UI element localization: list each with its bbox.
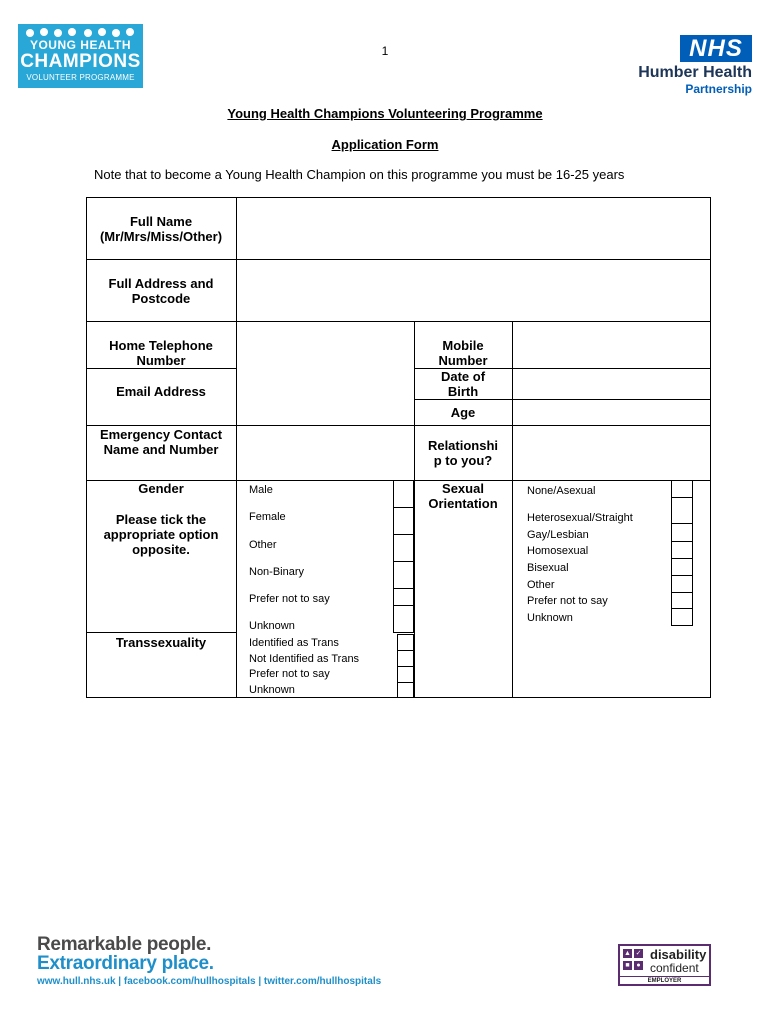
trans-option-not-identified: Not Identified as Trans: [249, 653, 360, 665]
dc-text-employer: EMPLOYER: [620, 976, 709, 984]
gender-option-other: Other: [249, 539, 277, 551]
age-input[interactable]: [513, 400, 710, 425]
document-title: Young Health Champions Volunteering Programme: [227, 106, 543, 121]
full-name-label-line2: (Mr/Mrs/Miss/Other): [99, 229, 223, 244]
trans-checkbox-unknown[interactable]: [397, 682, 414, 698]
emergency-contact-label-line2: Name and Number: [103, 442, 219, 457]
tick-instruction-line1: Please tick the: [115, 512, 207, 527]
orientation-option-gay-lesbian: Gay/Lesbian: [527, 529, 589, 541]
mobile-number-label-line1: Mobile: [442, 338, 484, 353]
address-label-line1: Full Address and: [108, 276, 214, 291]
young-health-champions-logo: [18, 24, 143, 88]
trans-checkbox-not-identified[interactable]: [397, 650, 414, 667]
footer-tagline-2: Extraordinary place.: [37, 953, 214, 974]
gender-label: Gender: [138, 481, 184, 496]
sexual-orientation-label-line1: Sexual: [442, 481, 484, 496]
footer-tagline-1: Remarkable people.: [37, 934, 212, 955]
date-of-birth-label: [414, 369, 512, 399]
date-of-birth-input[interactable]: [513, 369, 710, 399]
nhs-logo-badge: NHS: [680, 35, 752, 62]
gender-checkbox-female[interactable]: [393, 507, 414, 535]
age-requirement-note: Note that to become a Young Health Champion on this programme you must be 16-25 years: [94, 167, 625, 182]
orientation-checkbox-homosexual[interactable]: [671, 541, 693, 559]
gender-option-male: Male: [249, 484, 273, 496]
sexual-orientation-label-line2: Orientation: [428, 496, 498, 511]
gender-option-prefer-not: Prefer not to say: [249, 593, 330, 605]
dc-text-confident: confident: [650, 961, 699, 975]
yhc-logo-line1: YOUNG HEALTH: [29, 38, 132, 52]
full-name-input[interactable]: [237, 198, 710, 259]
orientation-checkbox-bisexual[interactable]: [671, 558, 693, 576]
dc-icon-1: ▲: [624, 950, 631, 957]
tick-instruction: [86, 512, 236, 557]
gender-option-non-binary: Non-Binary: [249, 566, 305, 578]
page-number: 1: [381, 44, 389, 58]
full-name-label-line1: Full Name: [129, 214, 193, 229]
home-telephone-label-line1: Home Telephone: [109, 338, 213, 353]
mobile-number-input[interactable]: [513, 322, 710, 368]
nhs-partnership-label: Partnership: [685, 82, 752, 96]
nhs-trust-name: Humber Health: [638, 64, 752, 81]
mobile-number-label: [414, 338, 512, 368]
dc-text-disability: disability: [650, 947, 707, 962]
gender-option-unknown: Unknown: [249, 620, 295, 632]
gender-checkbox-other[interactable]: [393, 534, 414, 562]
gender-checkbox-non-binary[interactable]: [393, 561, 414, 589]
transsexuality-label: Transsexuality: [115, 635, 207, 650]
gender-option-female: Female: [249, 511, 286, 523]
orientation-checkbox-other[interactable]: [671, 575, 693, 593]
emergency-contact-input[interactable]: [237, 426, 414, 480]
orientation-checkbox-gay-lesbian[interactable]: [671, 523, 693, 542]
orientation-option-other: Other: [527, 579, 555, 591]
address-label-line2: Postcode: [131, 291, 191, 306]
orientation-checkbox-none[interactable]: [671, 480, 693, 498]
date-of-birth-label-line2: Birth: [447, 384, 479, 399]
footer-links[interactable]: www.hull.nhs.uk | facebook.com/hullhospitals | twitter.com/hullhospitals: [37, 976, 382, 987]
home-telephone-label: [86, 338, 236, 368]
yhc-logo-line2: CHAMPIONS: [20, 51, 141, 72]
orientation-option-none: None/Asexual: [527, 485, 596, 497]
orientation-option-prefer-not: Prefer not to say: [527, 595, 608, 607]
orientation-checkbox-heterosexual[interactable]: [671, 497, 693, 524]
dc-icon-3: ■: [623, 961, 632, 970]
relationship-label-line1: Relationshi: [427, 438, 499, 453]
address-label: [86, 276, 236, 306]
sexual-orientation-label: [414, 481, 512, 511]
date-of-birth-label-line1: Date of: [440, 369, 486, 384]
trans-option-prefer-not: Prefer not to say: [249, 668, 330, 680]
address-input[interactable]: [237, 260, 710, 321]
tick-instruction-line2: appropriate option: [103, 527, 219, 542]
emergency-contact-label: [86, 427, 236, 457]
gender-checkbox-unknown[interactable]: [393, 605, 414, 633]
home-telephone-input[interactable]: [237, 322, 414, 425]
disability-confident-icons: [623, 949, 645, 979]
trans-option-unknown: Unknown: [249, 684, 295, 696]
trans-option-identified: Identified as Trans: [249, 637, 339, 649]
relationship-label-line2: p to you?: [433, 453, 493, 468]
email-divider: [237, 369, 414, 370]
trans-checkbox-prefer-not[interactable]: [397, 666, 414, 683]
orientation-option-bisexual: Bisexual: [527, 562, 569, 574]
relationship-input[interactable]: [513, 426, 710, 480]
gender-checkbox-male[interactable]: [393, 480, 414, 508]
email-address-label: Email Address: [116, 384, 206, 399]
orientation-checkbox-prefer-not[interactable]: [671, 592, 693, 609]
dc-icon-2: ✓: [635, 950, 642, 957]
disability-confident-logo: [618, 944, 711, 986]
document-subtitle: Application Form: [331, 137, 439, 152]
orientation-option-unknown: Unknown: [527, 612, 573, 624]
emergency-contact-label-line1: Emergency Contact: [99, 427, 223, 442]
home-telephone-label-line2: Number: [136, 353, 186, 368]
age-label: Age: [450, 405, 476, 420]
yhc-logo-line3: VOLUNTEER PROGRAMME: [26, 73, 135, 82]
full-name-label: [86, 214, 236, 244]
dc-icon-4: ●: [634, 961, 643, 970]
tick-instruction-line3: opposite.: [132, 542, 190, 557]
orientation-checkbox-unknown[interactable]: [671, 608, 693, 626]
orientation-option-homosexual: Homosexual: [527, 545, 589, 557]
orientation-option-heterosexual: Heterosexual/Straight: [527, 512, 633, 524]
mobile-number-label-line2: Number: [438, 353, 488, 368]
relationship-label: [414, 438, 512, 468]
trans-checkbox-identified[interactable]: [397, 634, 414, 651]
